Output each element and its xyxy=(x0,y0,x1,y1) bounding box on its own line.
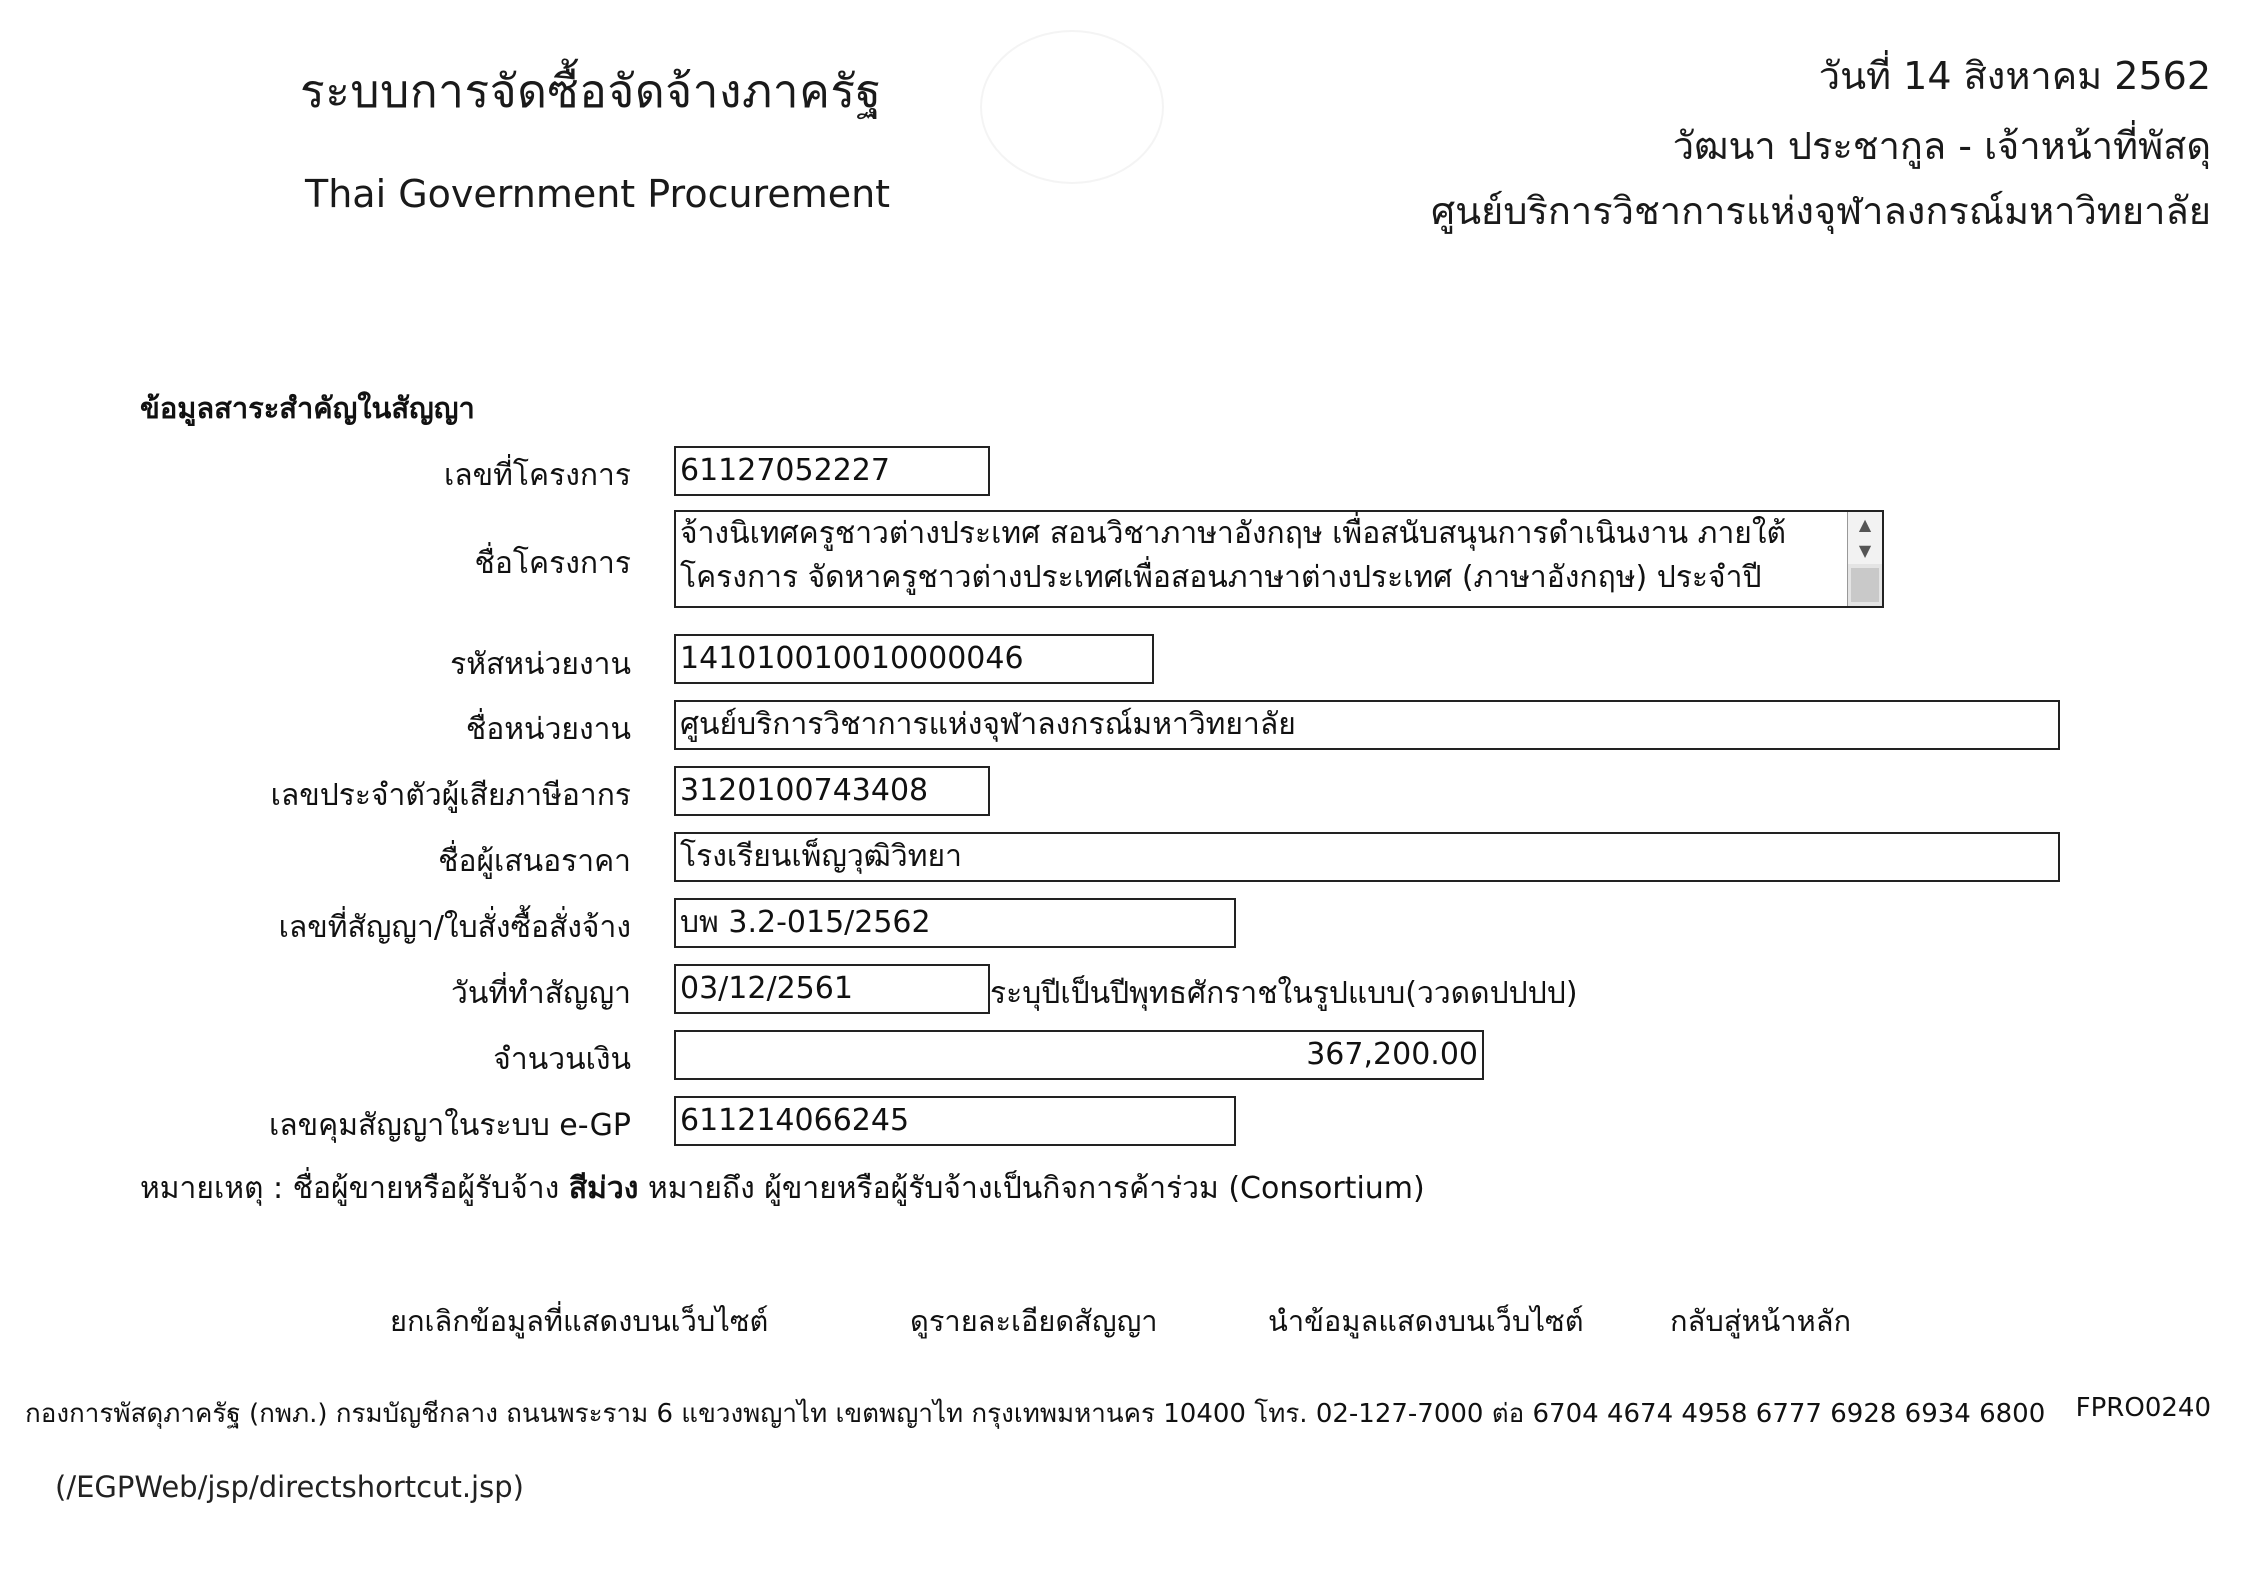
contract-no-field[interactable]: บพ 3.2-015/2562 xyxy=(674,898,1236,948)
label-tax-id: เลขประจำตัวผู้เสียภาษีอากร xyxy=(270,778,631,813)
label-agency-code: รหัสหน่วยงาน xyxy=(450,647,631,682)
bidder-name-field[interactable]: โรงเรียนเพ็ญวุฒิวิทยา xyxy=(674,832,2060,882)
contract-date-field[interactable]: 03/12/2561 xyxy=(674,964,990,1014)
agency-name-field[interactable]: ศูนย์บริการวิชาการแห่งจุฬาลงกรณ์มหาวิทยาลัย xyxy=(674,700,2060,750)
project-name-text: จ้างนิเทศครูชาวต่างประเทศ สอนวิชาภาษาอังกฤษ เพื่อสนับสนุนการดำเนินงาน ภายใต้ โครงการ จัดหาครูชาวต่างประเทศเพื่อสอนภาษาต่างประเทศ (ภาษาอังกฤษ) ประจำปี xyxy=(680,516,1787,595)
view-contract-link[interactable]: ดูรายละเอียดสัญญา xyxy=(910,1304,1158,1338)
header-date: วันที่ 14 สิงหาคม 2562 xyxy=(1818,54,2211,98)
scroll-thumb[interactable] xyxy=(1851,568,1879,602)
amount-field[interactable]: 367,200.00 xyxy=(674,1030,1484,1080)
remark-suffix: หมายถึง ผู้ขายหรือผู้รับจ้างเป็นกิจการค้าร่วม (Consortium) xyxy=(638,1171,1425,1206)
system-title-english: Thai Government Procurement xyxy=(305,172,891,216)
label-project-no: เลขที่โครงการ xyxy=(444,458,631,493)
cancel-publish-link[interactable]: ยกเลิกข้อมูลที่แสดงบนเว็บไซต์ xyxy=(390,1304,769,1338)
project-no-field[interactable]: 61127052227 xyxy=(674,446,990,496)
remark-note xyxy=(140,1165,1425,1212)
footer-address: กองการพัสดุภาครัฐ (กพภ.) กรมบัญชีกลาง ถนนพระราม 6 แขวงพญาไท เขตพญาไท กรุงเทพมหานคร 10400 โทร. 02-127-7000 ต่อ 6704 4674 4958 6777 6928 6934 6800 xyxy=(25,1399,2046,1429)
label-contract-date: วันที่ทำสัญญา xyxy=(450,976,631,1011)
project-name-textarea[interactable] xyxy=(674,510,1884,608)
publish-link[interactable]: นำข้อมูลแสดงบนเว็บไซต์ xyxy=(1268,1304,1584,1338)
page-code: FPRO0240 xyxy=(2075,1393,2211,1423)
scroll-down-arrow-icon[interactable]: ▼ xyxy=(1848,538,1882,564)
label-amount: จำนวนเงิน xyxy=(493,1042,631,1077)
agency-code-field[interactable]: 141010010010000046 xyxy=(674,634,1154,684)
tax-id-field[interactable]: 3120100743408 xyxy=(674,766,990,816)
label-egp-contract-no: เลขคุมสัญญาในระบบ e-GP xyxy=(269,1108,631,1143)
label-agency-name: ชื่อหน่วยงาน xyxy=(465,712,631,747)
page-url: (/EGPWeb/jsp/directshortcut.jsp) xyxy=(55,1470,524,1504)
label-contract-no: เลขที่สัญญา/ใบสั่งซื้อสั่งจ้าง xyxy=(278,910,631,945)
project-name-scrollbar[interactable] xyxy=(1847,512,1882,606)
header-organization: ศูนย์บริการวิชาการแห่งจุฬาลงกรณ์มหาวิทยาลัย xyxy=(1430,189,2211,233)
remark-prefix: หมายเหตุ : ชื่อผู้ขายหรือผู้รับจ้าง xyxy=(140,1171,569,1206)
section-title: ข้อมูลสาระสำคัญในสัญญา xyxy=(140,391,475,425)
label-bidder-name: ชื่อผู้เสนอราคา xyxy=(438,844,631,879)
contract-date-format-hint: ระบุปีเป็นปีพุทธศักราชในรูปแบบ(ววดดปปปป) xyxy=(990,976,1578,1011)
remark-highlight: สีม่วง xyxy=(568,1171,639,1206)
system-title-thai: ระบบการจัดซื้อจัดจ้างภาครัฐ xyxy=(300,64,882,118)
egp-contract-no-field[interactable]: 611214066245 xyxy=(674,1096,1236,1146)
scroll-up-arrow-icon[interactable]: ▲ xyxy=(1848,512,1882,538)
back-home-link[interactable]: กลับสู่หน้าหลัก xyxy=(1670,1304,1852,1338)
header-user: วัฒนา ประชากูล - เจ้าหน้าที่พัสดุ xyxy=(1672,124,2211,168)
label-project-name: ชื่อโครงการ xyxy=(474,546,631,581)
